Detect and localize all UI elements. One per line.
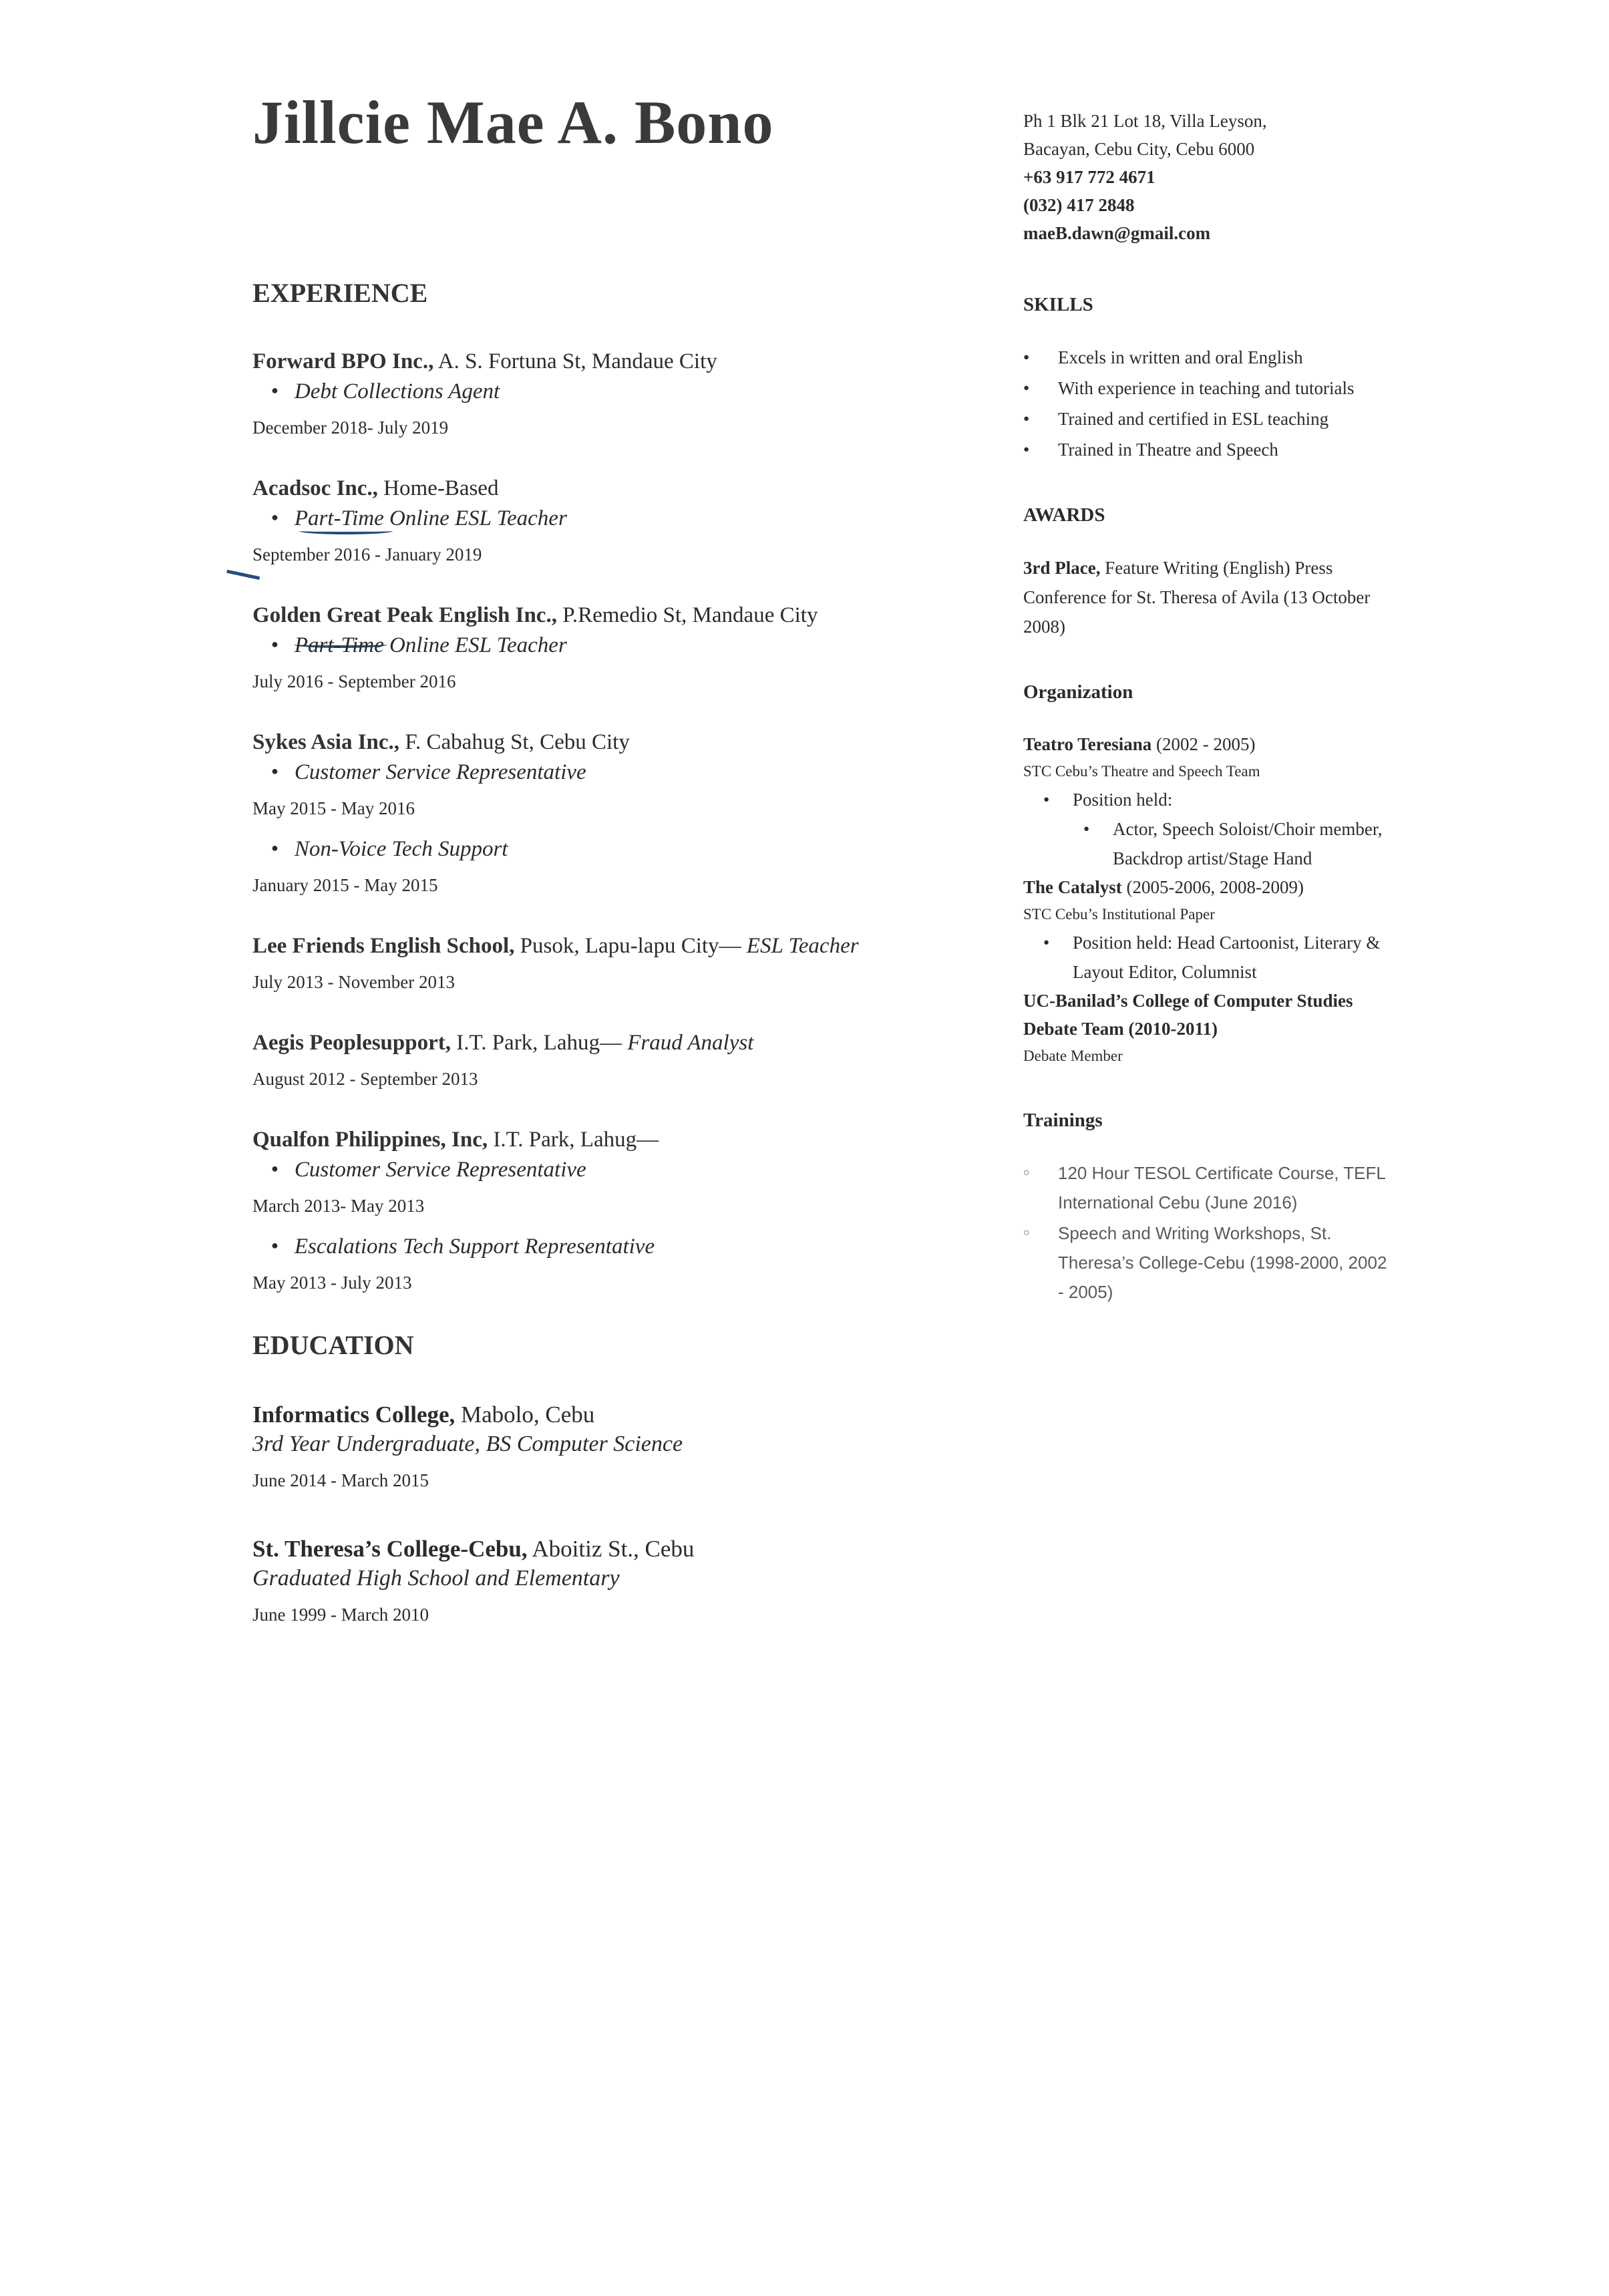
- training-item: ○ Speech and Writing Workshops, St. Theresa’s College-Cebu (1998-2000, 2002 - 2005): [1023, 1218, 1397, 1307]
- org-years: (2002 - 2005): [1151, 734, 1256, 754]
- organization-heading: Organization: [1023, 681, 1133, 703]
- org-name: The Catalyst: [1023, 877, 1122, 897]
- job-role: ● Non-Voice Tech Support: [252, 834, 1074, 864]
- skill-item: ● Excels in written and oral English: [1023, 343, 1397, 372]
- mobile-number: +63 917 772 4671: [1023, 167, 1155, 187]
- company-name: Acadsoc Inc.,: [252, 476, 378, 500]
- job-entry: [252, 728, 1074, 898]
- job-role: ● Debt Collections Agent: [252, 376, 1074, 406]
- job-date: March 2013- May 2013: [252, 1196, 425, 1216]
- job-date: July 2016 - September 2016: [252, 671, 456, 691]
- job-entry: [252, 1029, 1074, 1092]
- left-column: [252, 277, 1074, 1668]
- address-line: Bacayan, Cebu City, Cebu 6000: [1023, 139, 1255, 159]
- company-name: Forward BPO Inc.,: [252, 349, 434, 373]
- company-location: P.Remedio St, Mandaue City: [556, 603, 818, 627]
- education-entry: [252, 1400, 1074, 1494]
- applicant-name: Jillcie Mae A. Bono: [252, 88, 774, 156]
- job-date: August 2012 - September 2013: [252, 1069, 478, 1089]
- job-date: January 2015 - May 2015: [252, 875, 438, 895]
- job-entry: [252, 347, 1074, 441]
- job-role: ● Part-Time Online ESL Teacher: [252, 630, 1074, 660]
- company-location: A. S. Fortuna St, Mandaue City: [433, 349, 717, 373]
- job-date: July 2013 - November 2013: [252, 972, 455, 992]
- school-name: Informatics College,: [252, 1402, 456, 1428]
- company-name: Aegis Peoplesupport,: [252, 1031, 451, 1055]
- job-role: ● Part-Time Online ESL Teacher: [252, 503, 1074, 533]
- school-program: 3rd Year Undergraduate, BS Computer Science: [252, 1432, 683, 1456]
- job-entry: [252, 932, 1074, 995]
- job-date: December 2018- July 2019: [252, 418, 449, 438]
- award-text: Feature Writing (English) Press Conference for St. Theresa of Avila (13 October 2008): [1023, 558, 1371, 637]
- skill-item: ● Trained and certified in ESL teaching: [1023, 404, 1397, 434]
- job-entry: [252, 601, 1074, 695]
- contact-block: [1023, 107, 1397, 247]
- skill-item: ● Trained in Theatre and Speech: [1023, 435, 1397, 464]
- organization-entry: [1023, 873, 1397, 987]
- school-date: June 2014 - March 2015: [252, 1470, 429, 1490]
- skills-list: [1023, 343, 1397, 464]
- org-name: Teatro Teresiana: [1023, 734, 1152, 754]
- org-description: STC Cebu’s Institutional Paper: [1023, 906, 1215, 923]
- org-years: (2010-2011): [1123, 1019, 1218, 1039]
- training-item: ○ 120 Hour TESOL Certificate Course, TEFL International Cebu (June 2016): [1023, 1158, 1397, 1217]
- right-column: [1023, 107, 1397, 1308]
- award-entry: [1023, 553, 1397, 641]
- company-location: I.T. Park, Lahug—: [451, 1031, 622, 1055]
- job-role: ESL Teacher: [741, 934, 859, 958]
- address-line: Ph 1 Blk 21 Lot 18, Villa Leyson,: [1023, 111, 1267, 131]
- school-location: Aboitiz St., Cebu: [527, 1536, 695, 1562]
- org-description: STC Cebu’s Theatre and Speech Team: [1023, 763, 1260, 780]
- org-description: Debate Member: [1023, 1047, 1123, 1064]
- job-role: Fraud Analyst: [622, 1031, 754, 1055]
- skills-heading: SKILLS: [1023, 294, 1093, 315]
- experience-heading: EXPERIENCE: [252, 278, 428, 308]
- job-date: September 2016 - January 2019: [252, 544, 482, 564]
- company-name: Lee Friends English School,: [252, 934, 515, 958]
- job-role: ● Customer Service Representative: [252, 757, 1074, 787]
- trainings-list: [1023, 1158, 1397, 1307]
- company-location: F. Cabahug St, Cebu City: [399, 730, 630, 754]
- organization-entry: [1023, 730, 1397, 873]
- company-name: Golden Great Peak English Inc.,: [252, 603, 557, 627]
- school-name: St. Theresa’s College-Cebu,: [252, 1536, 528, 1562]
- job-date: May 2013 - July 2013: [252, 1273, 412, 1293]
- award-place: 3rd Place,: [1023, 558, 1101, 578]
- job-role: ● Escalations Tech Support Representative: [252, 1231, 1074, 1261]
- school-date: June 1999 - March 2010: [252, 1605, 429, 1625]
- company-name: Qualfon Philippines, Inc,: [252, 1128, 488, 1152]
- landline-number: (032) 417 2848: [1023, 195, 1135, 215]
- job-entry: [252, 1126, 1074, 1296]
- job-date: May 2015 - May 2016: [252, 798, 415, 818]
- email-address: maeB.dawn@gmail.com: [1023, 223, 1211, 243]
- school-location: Mabolo, Cebu: [455, 1402, 595, 1428]
- job-entry: [252, 474, 1074, 568]
- org-name: UC-Banilad’s College of Computer Studies Debate Team: [1023, 991, 1353, 1039]
- org-position-details: ● Actor, Speech Soloist/Choir member, Backdrop artist/Stage Hand: [1083, 814, 1397, 873]
- skill-item: ● With experience in teaching and tutorials: [1023, 373, 1397, 403]
- org-years: (2005-2006, 2008-2009): [1121, 877, 1304, 897]
- education-entry: [252, 1534, 1074, 1628]
- org-position: ● Position held:: [1043, 785, 1397, 814]
- company-location: Home-Based: [377, 476, 499, 500]
- company-location: I.T. Park, Lahug—: [488, 1128, 659, 1152]
- awards-heading: AWARDS: [1023, 504, 1105, 526]
- org-position: ● Position held: Head Cartoonist, Literary & Layout Editor, Columnist: [1043, 928, 1397, 987]
- school-program: Graduated High School and Elementary: [252, 1566, 620, 1591]
- job-role: ● Customer Service Representative: [252, 1154, 1074, 1184]
- company-name: Sykes Asia Inc.,: [252, 730, 400, 754]
- education-heading: EDUCATION: [252, 1330, 414, 1360]
- trainings-heading: Trainings: [1023, 1110, 1103, 1131]
- organization-entry: [1023, 987, 1397, 1070]
- company-location: Pusok, Lapu-lapu City—: [514, 934, 741, 958]
